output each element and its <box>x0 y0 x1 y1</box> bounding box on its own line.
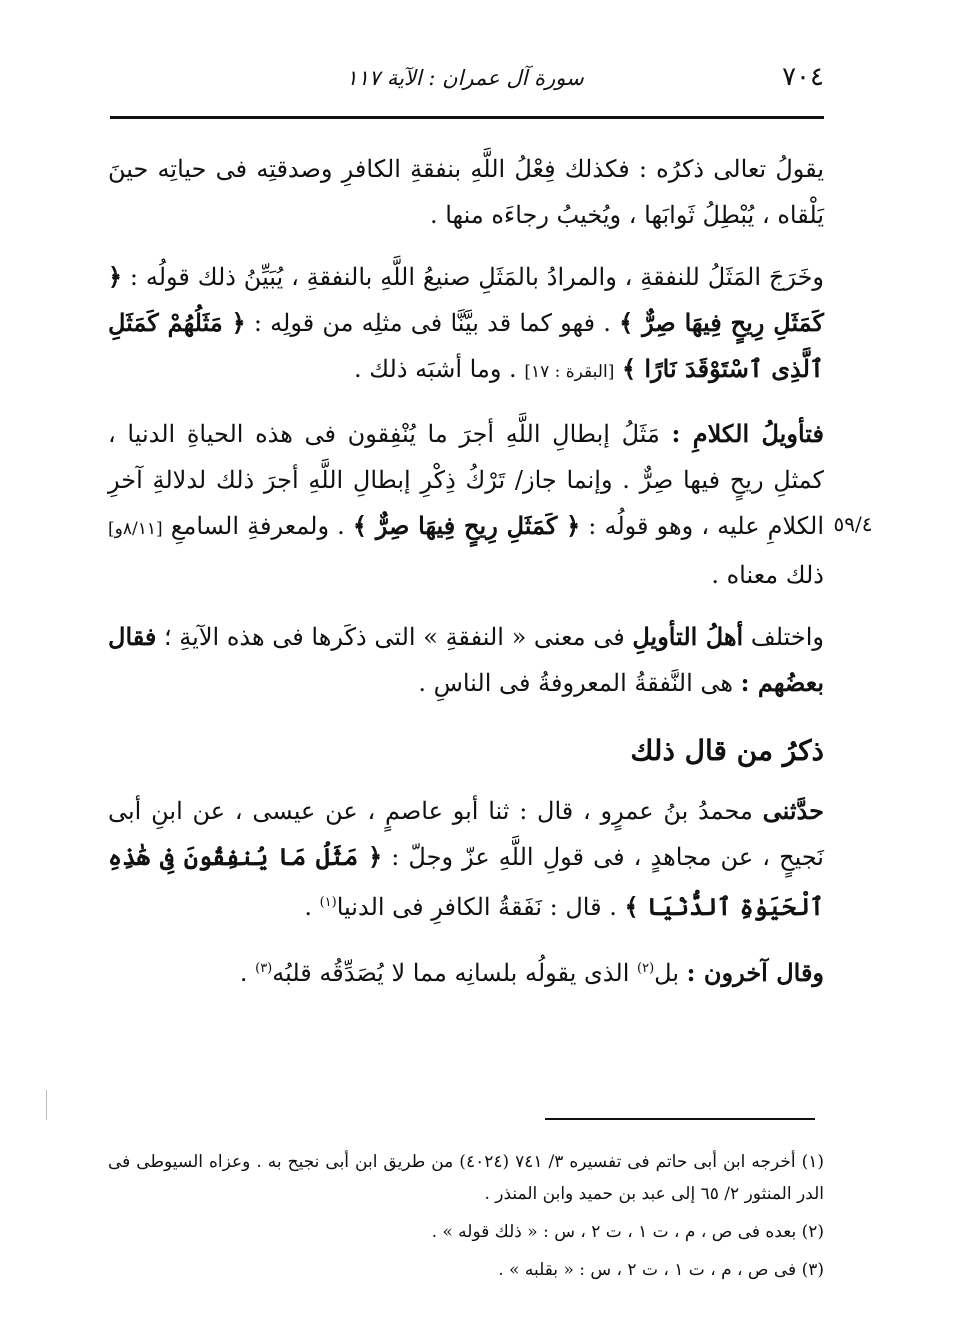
narration-2-text-a: بل <box>654 959 680 987</box>
footnote-1: (١) أخرجه ابن أبى حاتم فى تفسيره ٣/ ٧٤١ (٤٠٢٤) من طريق ابن أبى نجيح به . وعزاه السيوطى فى الدر المنثور ٢/ ٦٥ إلى عبد بن حميد وابن المنذر . <box>108 1152 825 1204</box>
paragraph-2-text-a: وخَرَجَ المَثَلُ للنفقةِ ، والمرادُ بالمَثَلِ صنيعُ اللَّهِ بالنفقةِ ، يُبَيِّنُ ذلك قولُه : <box>129 263 824 291</box>
header-divider <box>110 116 824 119</box>
paragraph-4-bold-1: أهلُ التأويلِ <box>632 622 744 651</box>
footnote-marker-3: (٣) <box>255 961 273 976</box>
quran-quote-2: ﴿ مَثَلُهُمْ كَمَثَلِ ٱلَّذِى ٱسْتَوْقَدَ نَارًا ﴾ <box>108 308 824 383</box>
paragraph-2 <box>108 254 824 395</box>
running-header-title: سورة آل عمران : الآية ١١٧ <box>346 66 584 90</box>
narration-2-text-b: الذى يقولُه بلسانِه مما لا يُصَدِّقُه قلبُه <box>272 959 630 987</box>
narration-1-lead: حدَّثنى <box>762 796 824 825</box>
quran-quote-3: ﴿ كَمَثَلِ رِيحٍ فِيهَا صِرٌّ ﴾ <box>352 511 581 540</box>
scan-artifact <box>46 1090 47 1120</box>
narration-2-lead: وقال آخرون : <box>686 958 824 987</box>
section-heading: ذكرُ من قال ذلك <box>630 734 824 767</box>
surah-reference: [البقرة : ١٧] <box>524 362 615 382</box>
paragraph-3-text-b: . ولمعرفةِ السامعِ <box>170 512 345 540</box>
footnote-3: (٣) فى ص ، م ، ت ١ ، ت ٢ ، س : « بقلبه » . <box>498 1260 824 1280</box>
margin-reference: ٥٩/٤ <box>833 512 873 536</box>
paragraph-4 <box>108 614 824 706</box>
footnote-marker-2: (٢) <box>637 961 655 976</box>
paragraph-4-text-c: هى النَّفقةُ المعروفةُ فى الناسِ . <box>418 669 734 697</box>
footnote-marker-1: (١) <box>319 895 337 910</box>
paragraph-2-text-c: . وما أشبَه ذلك . <box>354 355 517 383</box>
paragraph-1 <box>108 146 824 238</box>
quran-quote-1: ﴿ كَمَثَلِ رِيحٍ فِيهَا صِرٌّ ﴾ <box>108 262 824 337</box>
manuscript-reference: [٨/١١و] <box>108 519 163 539</box>
paragraph-4-bold-2: فقال بعضُهم : <box>108 622 824 697</box>
paragraph-2-text-b: . فهو كما قد بيَّنَّا فى مثلِه من قولِه : <box>253 309 611 337</box>
narration-1-text-b: . قال : نَفَقةُ الكافرِ فى الدنيا <box>336 893 617 921</box>
narration-2 <box>108 946 824 996</box>
main-text <box>108 146 824 1012</box>
narration-1-end: . <box>304 893 312 921</box>
paragraph-1-text: يقولُ تعالى ذكرُه : فكذلك فِعْلُ اللَّهِ بنفقةِ الكافرِ وصدقتِه فى حياتِه حينَ يَلْقاه ، يُبْطِلُ ثَوابَها ، ويُخيبُ رجاءَه منها . <box>108 155 824 229</box>
narration-1 <box>108 788 824 930</box>
paragraph-3 <box>108 411 824 598</box>
quran-quote-4: ﴿ مَثَلُ مَا يُنفِقُونَ فِى هَٰذِهِ ٱلْحَيَوٰةِ ٱلدُّنْيَا ﴾ <box>108 842 824 921</box>
paragraph-3-text-a: مَثَلُ إبطالِ اللَّهِ أجرَ ما يُنْفِقون فى هذه الحياةِ الدنيا ، كمثلِ ريحٍ فيها صِرٌّ . وإنما جاز/ تَرْكُ ذِكْرِ إبطالِ اللَّهِ أجرَ ذلك لدلالةِ آخرِ الكلامِ عليه ، وهو قولُه : <box>108 420 825 540</box>
page-number: ٧٠٤ <box>782 62 824 92</box>
narration-1-text-a: محمدُ بنُ عمرٍو ، قال : ثنا أبو عاصمٍ ، عن عيسى ، عن ابنِ أبى نَجيحٍ ، عن مجاهدٍ ، فى قولِ اللَّهِ عزّ وجلّ : <box>108 797 824 871</box>
paragraph-3-text-c: ذلك معناه . <box>711 561 824 589</box>
paragraph-4-text-a: واختلف <box>750 623 824 651</box>
paragraph-4-text-b: فى معنى « النفقةِ » التى ذكَرها فى هذه الآيةِ ؛ <box>164 623 625 651</box>
footnote-divider <box>545 1118 815 1120</box>
paragraph-3-lead: فتأويلُ الكلامِ : <box>671 419 824 448</box>
footnote-2: (٢) بعده فى ص ، م ، ت ١ ، ت ٢ ، س : « ذلك قوله » . <box>431 1222 824 1242</box>
narration-2-end: . <box>239 959 248 987</box>
footnotes <box>108 1146 824 1292</box>
